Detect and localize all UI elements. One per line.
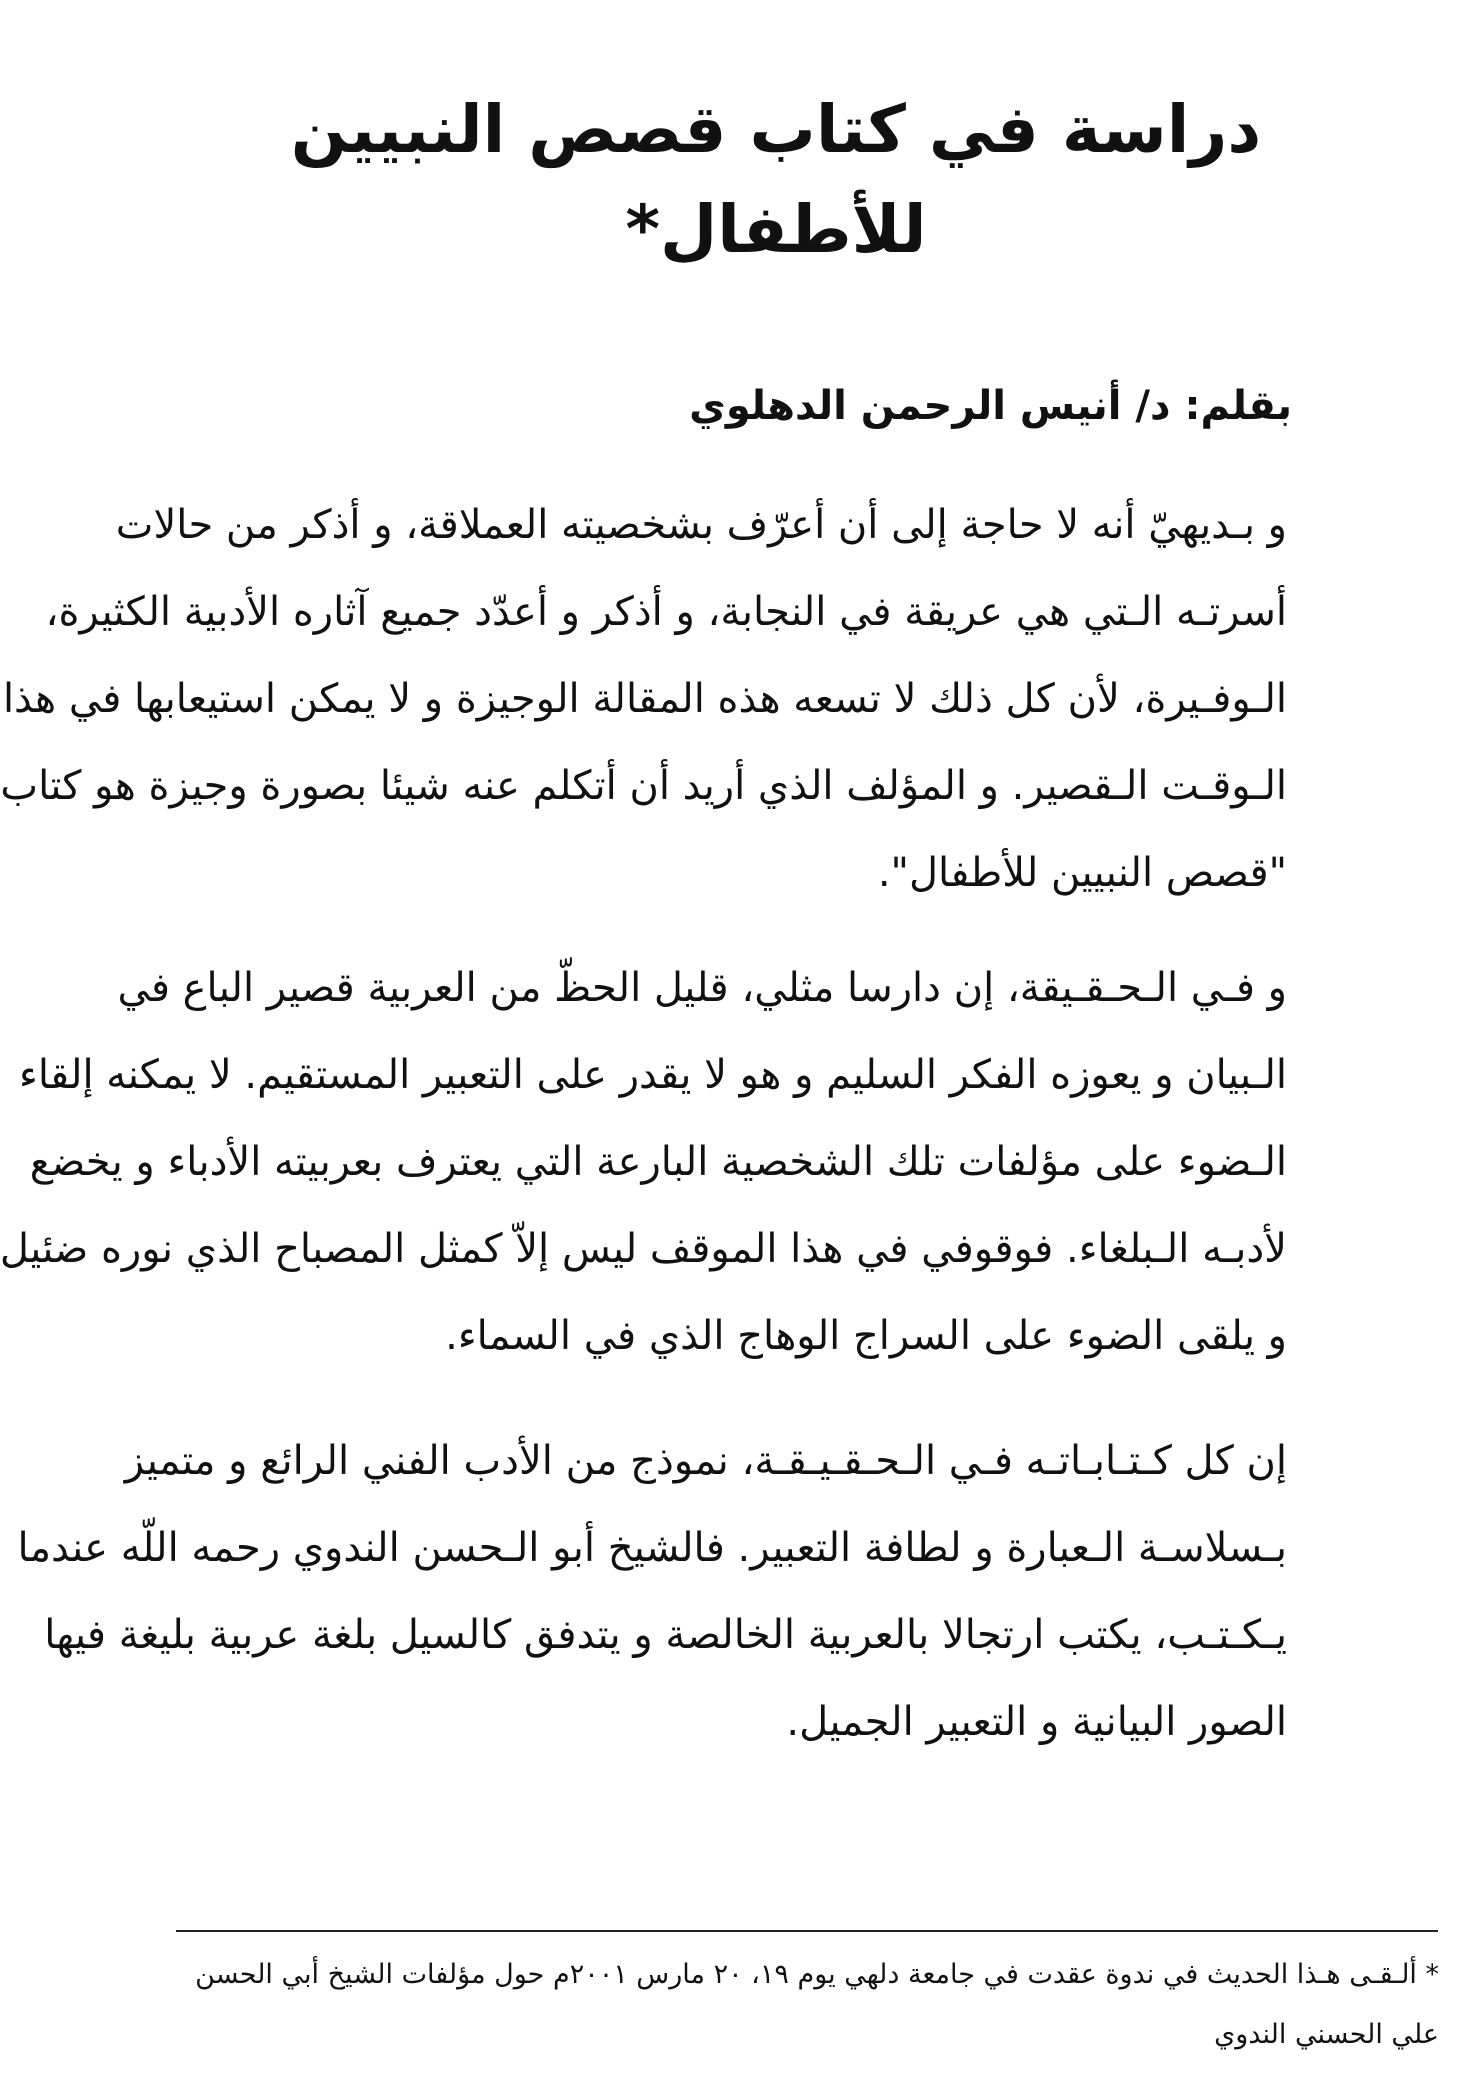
paragraph-line: الـضوء على مؤلفات تلك الشخصية البارعة التي يعترف بعربيته الأدباء و يخضع	[29, 1139, 1287, 1185]
paragraph-line: لأدبـه الـبلغاء. فوقوفي في هذا الموقف ليس إلاّ كمثل المصباح الذي نوره ضئيل	[0, 1226, 1287, 1272]
paragraph-line: و فـي الـحـقـيقة، إن دارسا مثلي، قليل الحظّ من العربية قصير الباع في	[117, 965, 1287, 1011]
paragraph-line: و يلقى الضوء على السراج الوهاج الذي في السماء.	[445, 1313, 1287, 1359]
paragraph-2	[0, 945, 1287, 1380]
paragraph-3	[17, 1418, 1287, 1766]
paragraph-line: يـكـتـب، يكتب ارتجالا بالعربية الخالصة و يتدفق كالسيل بلغة عربية بليغة فيها	[44, 1612, 1287, 1658]
footnote	[189, 1945, 1439, 2065]
paragraph-line: إن كل كـتـابـاتـه فـي الـحـقـيـقـة، نموذج من الأدب الفني الرائع و متميز	[124, 1438, 1287, 1484]
author-byline: بقلم: د/ أنيس الرحمن الدهلوي	[689, 383, 1292, 429]
paragraph-line: أسرتـه الـتي هي عريقة في النجابة، و أذكر و أعدّد جميع آثاره الأدبية الكثيرة،	[45, 589, 1287, 635]
paragraph-line: بـسلاسـة الـعبارة و لطافة التعبير. فالشيخ أبو الـحسن الندوي رحمه اللّه عندما	[17, 1525, 1287, 1571]
footnote-line: علي الحسني الندوي	[1214, 2019, 1439, 2050]
footnote-line: * ألـقـى هـذا الحديث في ندوة عقدت في جامعة دلهي يوم ١٩، ٢٠ مارس ٢٠٠١م حول مؤلفات الشيخ أبي الحسن	[195, 1959, 1439, 1990]
paragraph-line: الـوفـيرة، لأن كل ذلك لا تسعه هذه المقالة الوجيزة و لا يمكن استيعابها في هذا	[2, 676, 1287, 722]
paragraph-line: الـوقـت الـقصير. و المؤلف الذي أريد أن أتكلم عنه شيئا بصورة وجيزة هو كتاب	[0, 763, 1287, 809]
paragraph-line: و بـديهيّ أنه لا حاجة إلى أن أعرّف بشخصيته العملاقة، و أذكر من حالات	[115, 502, 1287, 548]
footnote-divider	[176, 1930, 1438, 1932]
paragraph-line: "قصص النبيين للأطفال".	[877, 850, 1287, 896]
page-title: دراسة في كتاب قصص النبيين للأطفال*	[290, 91, 1262, 268]
paragraph-1	[0, 482, 1287, 917]
paragraph-line: الـبيان و يعوزه الفكر السليم و هو لا يقدر على التعبير المستقيم. لا يمكنه إلقاء	[19, 1052, 1287, 1098]
paragraph-line: الصور البيانية و التعبير الجميل.	[786, 1699, 1287, 1745]
